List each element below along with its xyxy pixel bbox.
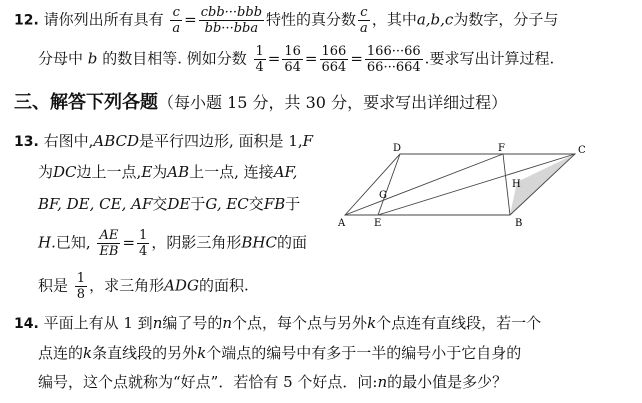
problem-14-line-3: 编号，这个点就称为“好点”．若恰有 5 个好点．问:n的最小值是多少？ [38, 373, 508, 391]
parallelogram-figure [335, 142, 595, 234]
problem-number: 14. [14, 316, 39, 332]
fraction: $\frac{\text{cbb···bbb}}{\text{bb···bba}}$ [200, 5, 263, 36]
label-g: G [379, 190, 387, 201]
fraction: $\frac{AE}{EB}$ [99, 228, 119, 259]
problem-number: 12. [14, 12, 39, 29]
segment-de [378, 154, 400, 215]
problem-13-line-4: H.已知, $\frac{AE}{EB}$ = $\frac{1}{4}$ ，阴影三角形BHC的面 [38, 228, 307, 259]
problem-number: 13. [14, 134, 39, 150]
problem-13-line-3: BF, DE, CE, AF交DE于G, EC交FB于 [38, 195, 301, 213]
problem-14-line-2: 点连的k条直线段的另外k个端点的编号中有多于一半的编号小于它自身的 [38, 344, 522, 362]
segment-ce [378, 154, 575, 215]
fraction: $\frac{16}{64}$ [284, 44, 301, 75]
segment-bf [503, 154, 510, 215]
problem-12-line-2: 分母中 b 的数目相等. 例如分数 $\frac{1}{4}$ = $\frac{16}{64}$ = $\frac{166}{664}$ = $\frac{166\cdot\cdot\cdot 66}{66\cdot\cdot\cdot 664}$ .要求写出计算过程. [38, 44, 555, 75]
label-f: F [498, 143, 505, 154]
fraction: $\frac{166}{664}$ [321, 44, 347, 75]
problem-12-line-1: 12. 请你列出所有具有 $\frac{c}{a}$ = $\frac{\text{cbb···bbb}}{\text{bb···bba}}$ 特性的真分数 $\frac{c}{a}$ ，其中a,b,c为数字，分子与 [14, 5, 559, 36]
fraction: $\frac{c}{a}$ [360, 5, 368, 36]
fraction: $\frac{c}{a}$ [172, 5, 181, 36]
fraction: $\frac{1}{8}$ [76, 271, 86, 302]
problem-13-line-1: 13. 右图中,ABCD是平行四边形, 面积是 1,F [14, 132, 314, 150]
section-heading: 三、解答下列各题（每小题 15 分，共 30 分，要求写出详细过程） [14, 92, 508, 113]
fraction: $\frac{166\cdot\cdot\cdot 66}{66\cdot\cdot\cdot 664}$ [366, 44, 421, 75]
label-b: B [515, 218, 523, 229]
problem-13-line-5: 积是 $\frac{1}{8}$ ，求三角形ADG的面积. [38, 271, 249, 302]
label-d: D [393, 143, 402, 154]
label-e: E [374, 218, 382, 229]
segment-af [345, 154, 503, 215]
problem-13-line-2: 为DC边上一点,E为AB上一点, 连接AF, [38, 163, 298, 181]
problem-14-line-1: 14. 平面上有从 1 到n编了号的n个点，每个点与另外k个点连有直线段，若一个 [14, 314, 542, 332]
label-a: A [338, 218, 346, 229]
label-h: H [512, 179, 521, 190]
label-c: C [578, 145, 586, 156]
fraction: $\frac{1}{4}$ [255, 44, 264, 75]
fraction: $\frac{1}{4}$ [139, 228, 148, 259]
